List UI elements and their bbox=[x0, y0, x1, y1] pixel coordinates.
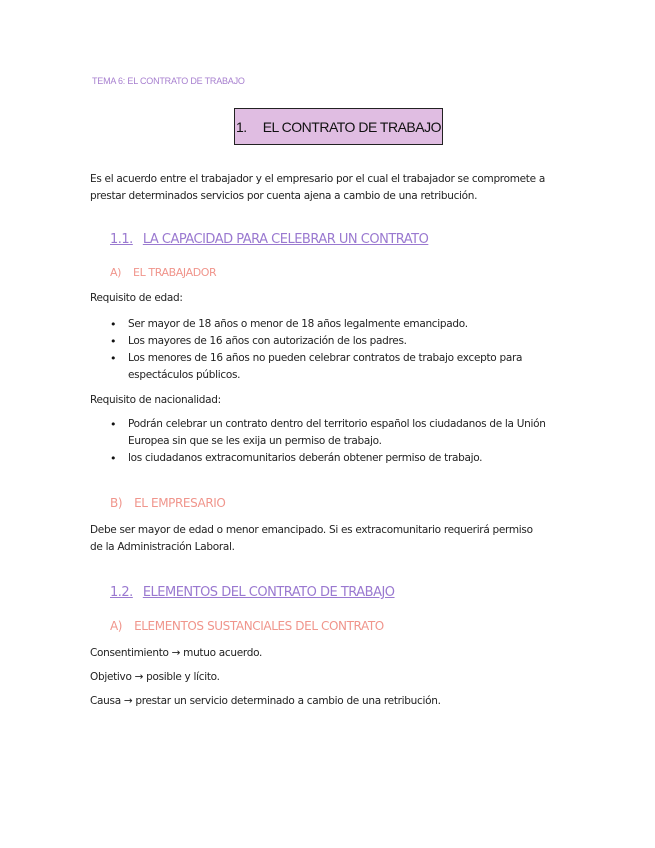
section-1-1-label: LA CAPACIDAD PARA CELEBRAR UN CONTRATO bbox=[142, 232, 429, 247]
list-item: • los ciudadanos extracomunitarios deberán obtener permiso de trabajo. bbox=[90, 450, 550, 467]
elemento-consentimiento bbox=[90, 645, 262, 662]
nacionalidad-label: Requisito de nacionalidad: bbox=[90, 394, 221, 406]
main-title-box bbox=[234, 108, 443, 145]
subsection-a-trabajador-heading bbox=[110, 266, 216, 279]
section-1-1-heading bbox=[110, 232, 428, 247]
subsection-b-empresario-heading bbox=[110, 496, 225, 510]
subsection-a-elementos-heading bbox=[110, 619, 384, 633]
list-item: • Los mayores de 16 años con autorización de los padres. bbox=[90, 333, 530, 350]
arrow-right-icon: → bbox=[134, 671, 144, 683]
elemento-term: Causa bbox=[90, 695, 121, 707]
elemento-desc: prestar un servicio determinado a cambio de una retribución. bbox=[135, 695, 441, 707]
elemento-term: Consentimiento bbox=[90, 647, 169, 659]
elemento-desc: mutuo acuerdo. bbox=[183, 647, 263, 659]
main-title-label: EL CONTRATO DE TRABAJO bbox=[262, 118, 441, 135]
list-item: • Los menores de 16 años no pueden celebrar contratos de trabajo excepto para espectáculos públicos. bbox=[90, 350, 530, 384]
section-1-2-heading bbox=[110, 585, 395, 600]
elemento-term: Objetivo bbox=[90, 671, 132, 683]
section-1-2-number: 1.2. bbox=[110, 585, 133, 600]
subsection-a2-number: A) bbox=[110, 619, 123, 633]
topic-header: TEMA 6: EL CONTRATO DE TRABAJO bbox=[92, 76, 245, 86]
subsection-b-number: B) bbox=[110, 496, 123, 510]
nacionalidad-list bbox=[90, 416, 550, 467]
arrow-right-icon: → bbox=[171, 647, 181, 659]
edad-list bbox=[90, 316, 530, 384]
elemento-desc: posible y lícito. bbox=[146, 671, 220, 683]
list-item: • Podrán celebrar un contrato dentro del territorio español los ciudadanos de la Unión Europea sin que se les exija un permiso de trabajo. bbox=[90, 416, 550, 450]
section-1-1-number: 1.1. bbox=[110, 232, 133, 247]
main-title-number: 1. bbox=[236, 118, 247, 135]
subsection-b-label: EL EMPRESARIO bbox=[134, 496, 226, 510]
arrow-right-icon: → bbox=[123, 695, 133, 707]
intro-paragraph: Es el acuerdo entre el trabajador y el empresario por el cual el trabajador se compromete a prestar determinados servicios por cuenta ajena a cambio de una retribución. bbox=[90, 173, 545, 202]
empresario-paragraph: Debe ser mayor de edad o menor emancipado. Si es extracomunitario requerirá permiso de la Administración Laboral. bbox=[90, 524, 533, 553]
elemento-objetivo bbox=[90, 669, 220, 686]
section-1-2-label: ELEMENTOS DEL CONTRATO DE TRABAJO bbox=[142, 585, 395, 600]
subsection-a-number: A) bbox=[110, 266, 122, 279]
subsection-a2-label: ELEMENTOS SUSTANCIALES DEL CONTRATO bbox=[134, 619, 384, 633]
list-item: • Ser mayor de 18 años o menor de 18 años legalmente emancipado. bbox=[90, 316, 530, 333]
edad-label: Requisito de edad: bbox=[90, 292, 183, 304]
subsection-a-label: EL TRABAJADOR bbox=[133, 266, 217, 279]
elemento-causa bbox=[90, 693, 441, 710]
